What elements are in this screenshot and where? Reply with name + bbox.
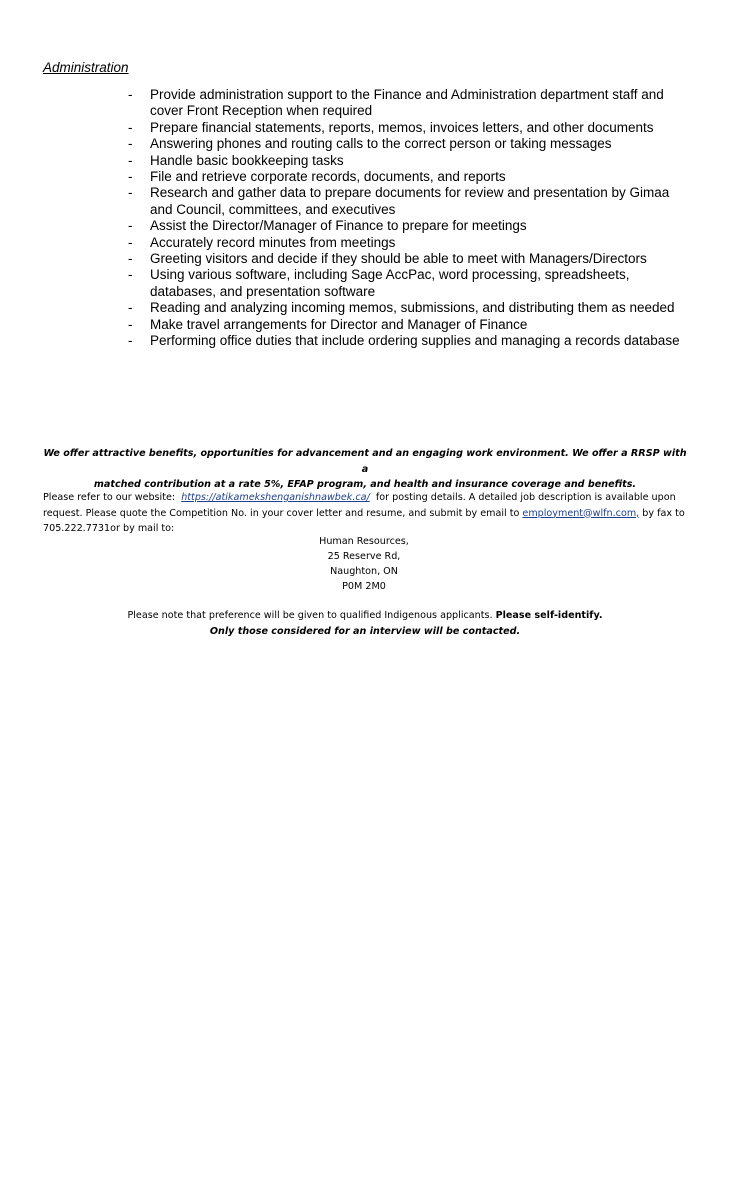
duty-text: Greeting visitors and decide if they should be able to meet with Managers/Directors xyxy=(150,251,647,267)
bullet-dash: - xyxy=(128,169,133,185)
list-item xyxy=(127,333,687,349)
list-item xyxy=(127,169,687,185)
list-item xyxy=(127,300,687,316)
contact-note: Only those considered for an interview will be contacted. xyxy=(209,626,521,637)
address-line: P0M 2M0 xyxy=(342,581,386,592)
bullet-dash: - xyxy=(128,333,133,349)
list-item xyxy=(127,251,687,267)
duty-text: Prepare financial statements, reports, memos, invoices letters, and other documents xyxy=(150,119,654,135)
duty-text: Provide administration support to the Finance and Administration department staff and cover Front Reception when required xyxy=(150,87,664,119)
list-item xyxy=(127,120,687,136)
address-line: 25 Reserve Rd, xyxy=(327,551,401,562)
bullet-dash: - xyxy=(128,234,133,250)
bullet-dash: - xyxy=(128,300,133,316)
list-item xyxy=(127,185,687,218)
list-item xyxy=(127,235,687,251)
benefits-line-1: We offer attractive benefits, opportunities for advancement and an engaging work environment. We offer a RRSP with a xyxy=(43,448,687,475)
address-line: Human Resources, xyxy=(319,536,409,547)
list-item xyxy=(127,136,687,152)
website-link[interactable]: https://atikamekshenganishnawbek.ca/ xyxy=(181,492,370,503)
section-heading: Administration xyxy=(43,60,129,75)
list-item xyxy=(127,153,687,169)
bullet-dash: - xyxy=(128,87,133,102)
duty-text: Make travel arrangements for Director and Manager of Finance xyxy=(150,316,528,332)
refer-intro: Please refer to our website: xyxy=(43,492,182,503)
duty-text: Performing office duties that include ordering supplies and managing a records database xyxy=(150,333,680,349)
self-identify-emphasis: Please self-identify. xyxy=(495,610,603,621)
bullet-dash: - xyxy=(128,316,133,332)
bullet-dash: - xyxy=(128,185,133,201)
duty-text: Using various software, including Sage AccPac, word processing, spreadsheets, databases, and presentation software xyxy=(150,267,630,299)
duty-text: File and retrieve corporate records, documents, and reports xyxy=(150,169,506,185)
mailing-address xyxy=(257,534,471,594)
bullet-dash: - xyxy=(128,152,133,168)
list-item xyxy=(127,267,687,300)
refer-details: for posting details. A detailed job description is available upon request. Please quote the Competition No. in your cover letter and resume, and submit by email to xyxy=(43,492,679,519)
bullet-dash: - xyxy=(128,136,133,152)
bullet-dash: - xyxy=(128,119,133,135)
bullet-dash: - xyxy=(128,218,133,234)
bullet-dash: - xyxy=(128,251,133,267)
duty-text: Handle basic bookkeeping tasks xyxy=(150,152,344,168)
list-item xyxy=(127,317,687,333)
preference-note xyxy=(40,608,690,624)
duties-list xyxy=(127,87,687,350)
list-item xyxy=(127,87,687,120)
duty-text: Answering phones and routing calls to the correct person or taking messages xyxy=(150,136,612,152)
preference-text: Please note that preference will be given to qualified Indigenous applicants. xyxy=(127,610,496,621)
refer-fax-mail: by fax to 705.222.7731or by mail to: xyxy=(43,507,685,534)
address-line: Naughton, ON xyxy=(330,566,398,577)
bullet-dash: - xyxy=(128,267,133,283)
duty-text: Reading and analyzing incoming memos, submissions, and distributing them as needed xyxy=(150,300,675,316)
email-link[interactable]: employment@wlfn.com, xyxy=(522,507,640,519)
duty-text: Assist the Director/Manager of Finance to prepare for meetings xyxy=(150,218,527,234)
benefits-line-2: matched contribution at a rate 5%, EFAP program, and health and insurance coverage and benefits. xyxy=(93,479,637,490)
application-instructions xyxy=(43,490,689,537)
duty-text: Accurately record minutes from meetings xyxy=(150,234,396,250)
list-item xyxy=(127,218,687,234)
benefits-statement xyxy=(40,446,690,493)
duty-text: Research and gather data to prepare documents for review and presentation by Gimaa and Council, committees, and executives xyxy=(150,185,670,217)
